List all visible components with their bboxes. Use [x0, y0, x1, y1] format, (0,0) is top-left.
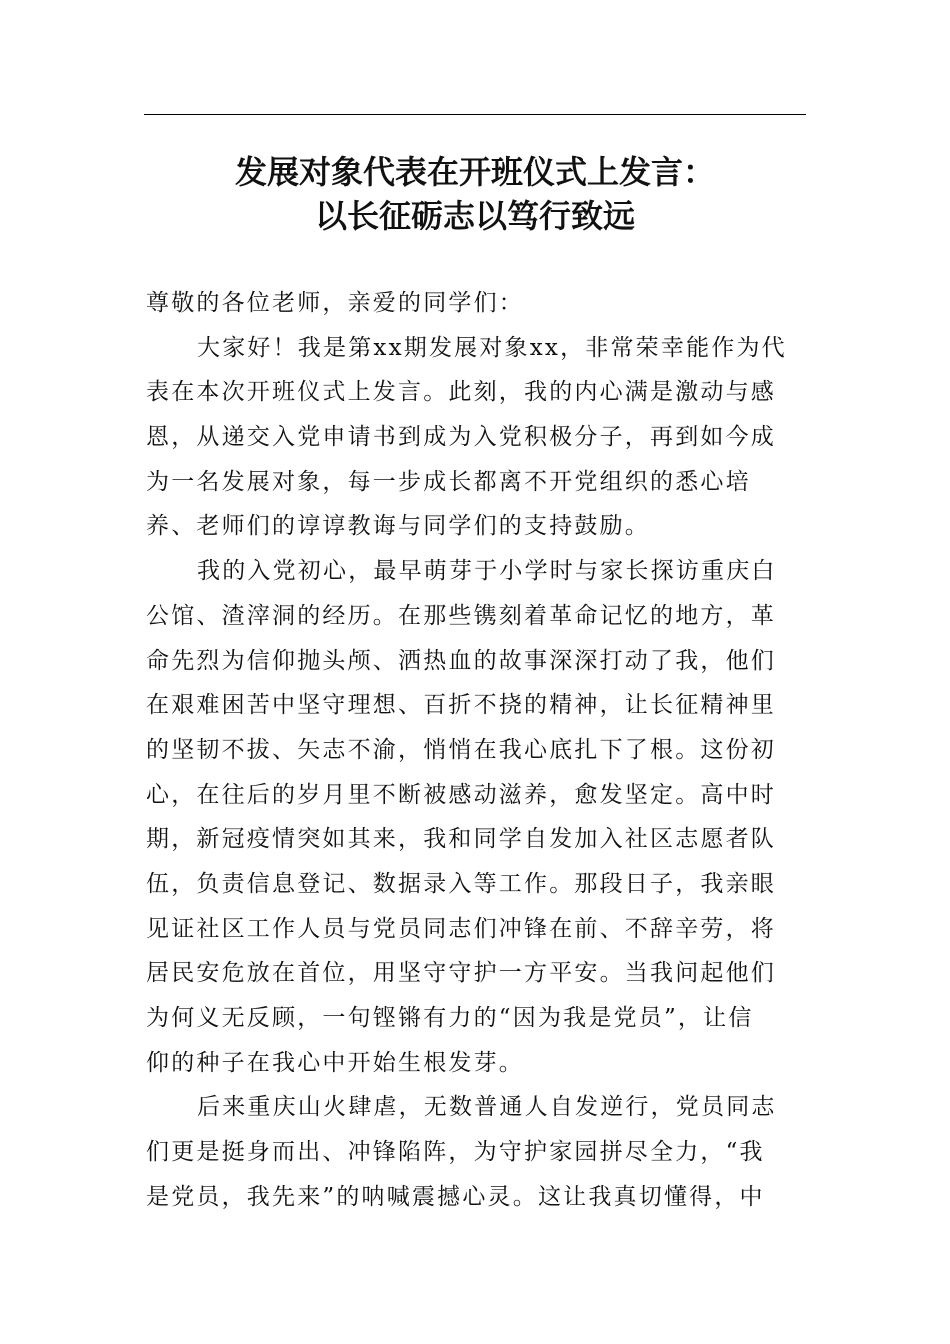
paragraph-3: [146, 1085, 808, 1219]
paragraph-line: 公馆、渣滓洞的经历。在那些镌刻着革命记忆的地方，革: [146, 602, 776, 629]
paragraph-line: 见证社区工作人员与党员同志们冲锋在前、不辞辛劳，将: [146, 915, 776, 942]
title-line-2: 以长征砺志以笃行致远: [314, 197, 635, 235]
paragraph-line: 命先烈为信仰抛头颅、洒热血的故事深深打动了我，他们: [146, 647, 776, 674]
paragraph-line: 养、老师们的谆谆教诲与同学们的支持鼓励。: [146, 513, 650, 540]
paragraph-line: 居民安危放在首位，用坚守守护一方平安。当我问起他们: [146, 960, 776, 987]
title-line-1: 发展对象代表在开班仪式上发言：: [234, 153, 715, 191]
paragraph-line: 仰的种子在我心中开始生根发芽。: [146, 1049, 524, 1076]
paragraph-line: 在艰难困苦中坚守理想、百折不挠的精神，让长征精神里: [146, 692, 776, 719]
paragraph-line: 们更是挺身而出、冲锋陷阵，为守护家园拼尽全力，“我: [146, 1139, 765, 1166]
document-title: [144, 150, 806, 238]
paragraph-line: 我的入党初心，最早萌芽于小学时与家长探访重庆白: [197, 558, 777, 585]
paragraph-line: 伍，负责信息登记、数据录入等工作。那段日子，我亲眼: [146, 870, 776, 897]
paragraph-line: 后来重庆山火肆虐，无数普通人自发逆行，党员同志: [197, 1094, 777, 1121]
paragraph-line: 恩，从递交入党申请书到成为入党积极分子，再到如今成: [146, 424, 776, 451]
salutation: 尊敬的各位老师，亲爱的同学们：: [146, 290, 524, 316]
paragraph-line: 表在本次开班仪式上发言。此刻，我的内心满是激动与感: [146, 379, 776, 406]
paragraph-line: 期，新冠疫情突如其来，我和同学自发加入社区志愿者队: [146, 826, 776, 853]
paragraph-line: 为何义无反顾，一句铿锵有力的“因为我是党员”，让信: [146, 1005, 754, 1031]
header-rule: [144, 114, 806, 115]
paragraph-line: 是党员，我先来”的呐喊震撼心灵。这让我真切懂得，中: [146, 1183, 765, 1210]
paragraph-1: [146, 326, 808, 549]
paragraph-line: 大家好！我是第xx期发展对象xx，非常荣幸能作为代: [197, 334, 787, 361]
paragraph-line: 的坚韧不拔、矢志不渝，悄悄在我心底扎下了根。这份初: [146, 736, 776, 763]
document-body: [146, 281, 808, 1219]
paragraph-line: 为一名发展对象，每一步成长都离不开党组织的悉心培: [146, 468, 751, 495]
paragraph-line: 心，在往后的岁月里不断被感动滋养，愈发坚定。高中时: [146, 781, 776, 808]
paragraph-2: [146, 549, 808, 1085]
